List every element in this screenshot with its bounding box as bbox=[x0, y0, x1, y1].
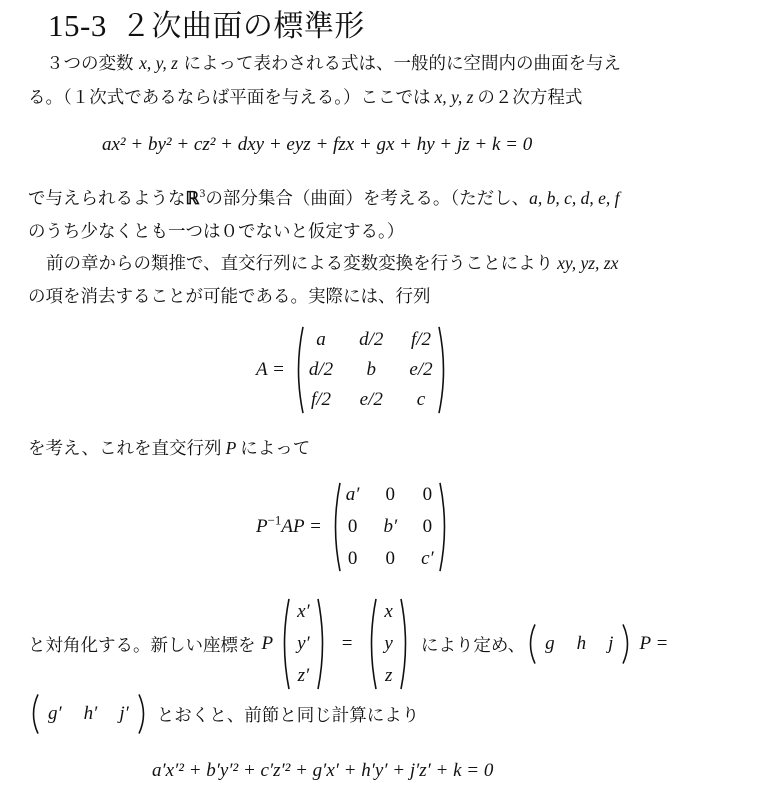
matrix-P-symbol: P bbox=[225, 438, 237, 458]
real-space-symbol: ℝ bbox=[185, 188, 200, 208]
diagonal-matrix-label bbox=[256, 512, 322, 538]
diag-cell: 0 bbox=[347, 516, 358, 537]
matrix-A-label: A = bbox=[256, 359, 285, 380]
matrix-A-cell: b bbox=[366, 359, 377, 380]
right-paren bbox=[438, 482, 450, 572]
matrix-A-cell: f/2 bbox=[310, 389, 332, 410]
diag-cell: 0 bbox=[385, 484, 396, 505]
paragraph-subset bbox=[28, 182, 740, 249]
coord-P-equals: P = bbox=[639, 633, 669, 654]
row-entry: g bbox=[545, 633, 555, 654]
subset-text-b: の部分集合（曲面）を考える。（ただし、 bbox=[205, 189, 530, 209]
left-paren bbox=[28, 694, 40, 734]
intro-vars: x, y, z bbox=[139, 53, 178, 73]
orthogonal-text-b: によって bbox=[240, 439, 311, 459]
vector-entry: z bbox=[384, 665, 393, 686]
intro-text-c: る。（１次式であるならば平面を与える。）ここでは bbox=[28, 88, 431, 108]
matrix-A-cell: d/2 bbox=[308, 359, 334, 380]
matrix-A-cell: e/2 bbox=[359, 389, 383, 410]
diag-cell: a′ bbox=[345, 484, 360, 505]
vector-entry: y′ bbox=[297, 633, 310, 654]
quadric-equation-text: ax² + by² + cz² + dxy + eyz + fzx + gx + hy + jz + k = 0 bbox=[102, 134, 533, 155]
diag-cell: 0 bbox=[347, 548, 358, 569]
row-entry: g′ bbox=[48, 703, 62, 724]
standard-form-equation-text: a′x′² + b′y′² + c′z′² + g′x′ + h′y′ + j′z′ + k = 0 bbox=[152, 760, 494, 781]
vector-entry: y bbox=[384, 633, 393, 654]
coordinate-definition-line bbox=[28, 598, 668, 690]
matrix-A-cell: d/2 bbox=[359, 329, 384, 350]
intro-vars-2: x, y, z bbox=[434, 87, 474, 107]
diag-cell: 0 bbox=[422, 516, 433, 537]
diag-cell: 0 bbox=[422, 484, 433, 505]
vector-entry: x′ bbox=[297, 601, 310, 622]
right-paren bbox=[437, 326, 449, 414]
intro-text-b: によって表わされる式は、一般的に空間内の曲面を与え bbox=[183, 54, 622, 74]
row-entry: j bbox=[608, 633, 614, 654]
paragraph-orthogonal bbox=[28, 432, 740, 466]
right-paren bbox=[137, 694, 149, 734]
standard-form-equation bbox=[152, 760, 493, 782]
elimination-text-a: 前の章からの類推で、直交行列による変数変換を行うことにより bbox=[46, 254, 554, 274]
diag-cell: b′ bbox=[383, 516, 398, 537]
new-coordinate-vector bbox=[291, 597, 316, 691]
transformed-coeff-row bbox=[40, 703, 137, 725]
cross-terms: xy, yz, zx bbox=[557, 253, 619, 273]
left-paren bbox=[330, 482, 342, 572]
paragraph-intro bbox=[28, 47, 740, 115]
elimination-line-1 bbox=[28, 247, 740, 281]
real-space-exponent: 3 bbox=[199, 186, 206, 201]
intro-line-2 bbox=[28, 81, 740, 115]
elimination-line-2 bbox=[28, 281, 740, 314]
left-paren bbox=[279, 598, 291, 690]
left-paren bbox=[525, 624, 537, 664]
left-paren bbox=[366, 598, 378, 690]
quadric-equation bbox=[102, 134, 532, 156]
matrix-A-cell: f/2 bbox=[410, 329, 432, 350]
vector-entry: x bbox=[384, 601, 393, 622]
diag-cell: 0 bbox=[385, 548, 396, 569]
transformed-coeff-line bbox=[28, 694, 419, 734]
intro-text-d: の２次方程式 bbox=[477, 88, 583, 108]
paragraph-elimination bbox=[28, 247, 740, 314]
subset-text-a: で与えられるような bbox=[28, 189, 186, 209]
vector-entry: z′ bbox=[297, 665, 310, 686]
subset-line-2 bbox=[28, 216, 740, 249]
orthogonal-text-a: を考え、これを直交行列 bbox=[28, 439, 222, 459]
right-paren bbox=[399, 598, 411, 690]
linear-coeff-row bbox=[537, 633, 621, 655]
subset-line-1 bbox=[28, 182, 740, 216]
elimination-text-b: の項を消去することが可能である。実際には、行列 bbox=[28, 287, 431, 307]
section-title: ２次曲面の標準形 bbox=[120, 9, 365, 44]
row-entry: h′ bbox=[83, 703, 98, 724]
matrix-A-block bbox=[256, 326, 449, 414]
left-paren bbox=[293, 326, 305, 414]
row-entry: j′ bbox=[119, 703, 129, 724]
label-AP: AP = bbox=[281, 516, 322, 537]
coord-text-a: と対角化する。新しい座標を bbox=[28, 635, 256, 656]
label-P: P bbox=[256, 516, 268, 537]
section-heading bbox=[48, 4, 365, 49]
matrix-A-grid bbox=[305, 325, 437, 415]
right-paren bbox=[621, 624, 633, 664]
right-paren bbox=[316, 598, 328, 690]
diagonal-matrix-block bbox=[256, 482, 450, 572]
subset-text-c: のうち少なくとも一つは０でないと仮定する。） bbox=[28, 222, 405, 242]
equals-sign: = bbox=[341, 633, 353, 654]
old-coordinate-vector bbox=[378, 597, 398, 691]
intro-text-a: ３つの変数 bbox=[46, 54, 134, 74]
coefficient-list: a, b, c, d, e, f bbox=[529, 188, 620, 208]
coord-P: P bbox=[261, 633, 274, 654]
diag-cell: c′ bbox=[421, 548, 434, 569]
section-number: 15-3 bbox=[48, 8, 107, 43]
coord-text-b: により定め、 bbox=[420, 635, 526, 656]
diagonal-matrix-grid bbox=[342, 480, 438, 574]
intro-line-1 bbox=[28, 47, 740, 81]
matrix-A-cell: e/2 bbox=[409, 359, 433, 380]
matrix-A-cell: c bbox=[416, 389, 426, 410]
transformed-text: とおくと、前節と同じ計算により bbox=[156, 705, 420, 726]
matrix-A-cell: a bbox=[316, 329, 326, 350]
label-inverse-exponent: −1 bbox=[267, 512, 282, 528]
row-entry: h bbox=[576, 633, 587, 654]
